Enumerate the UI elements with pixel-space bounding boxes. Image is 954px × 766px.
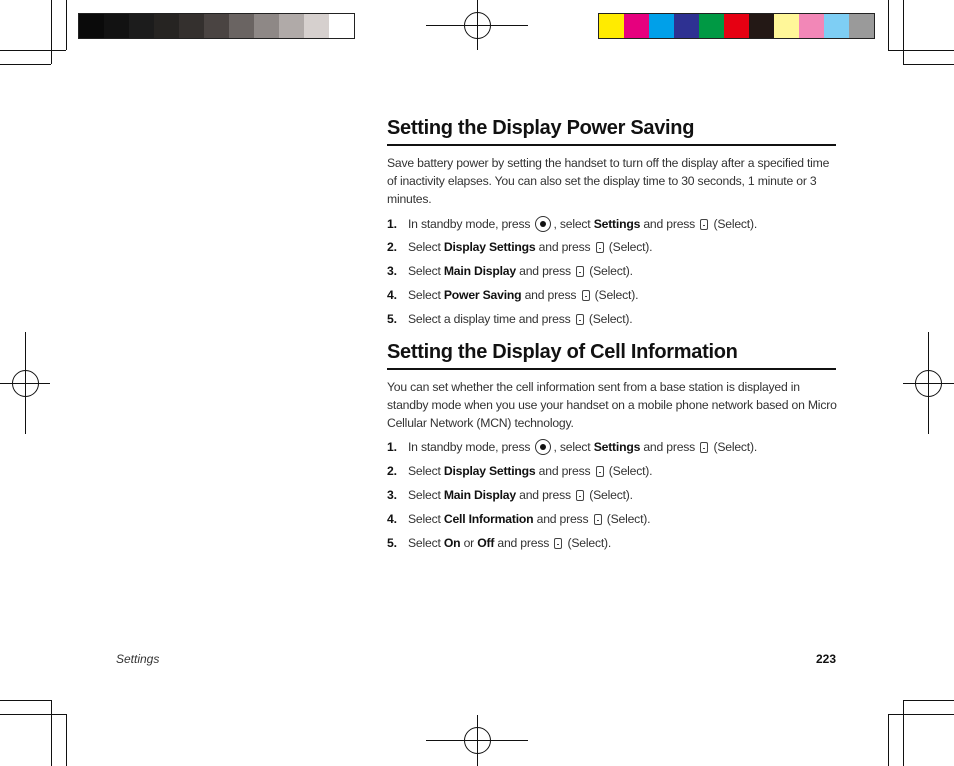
color-swatch xyxy=(624,14,649,38)
step-3: 3. Select Main Display and press (Select). xyxy=(387,264,633,278)
gray-swatch xyxy=(179,14,204,38)
section-intro-power-saving: Save battery power by setting the handset to turn off the display after a specified time of inactivity elapses. You can also set the display time to 30 seconds, 1 minute or 3 minutes. xyxy=(387,156,830,206)
footer-section-name: Settings xyxy=(116,652,160,666)
color-swatch xyxy=(749,14,774,38)
soft-key-icon xyxy=(700,219,708,230)
color-swatch xyxy=(799,14,824,38)
soft-key-icon xyxy=(596,242,604,253)
step-4: 4. Select Power Saving and press (Select). xyxy=(387,288,639,302)
center-key-icon xyxy=(535,216,551,232)
color-swatch xyxy=(699,14,724,38)
center-key-icon xyxy=(535,439,551,455)
step-3: 3. Select Main Display and press (Select). xyxy=(387,488,633,502)
step-1: 1. In standby mode, press , select Settings and press (Select). xyxy=(387,217,758,231)
step-5: 5. Select a display time and press (Select). xyxy=(387,312,633,326)
soft-key-icon xyxy=(554,538,562,549)
step-2: 2. Select Display Settings and press (Select). xyxy=(387,464,653,478)
soft-key-icon xyxy=(594,514,602,525)
gray-swatch xyxy=(229,14,254,38)
gray-swatch xyxy=(329,14,354,38)
gray-swatch xyxy=(254,14,279,38)
gray-swatch xyxy=(129,14,154,38)
gray-swatch xyxy=(304,14,329,38)
soft-key-icon xyxy=(576,314,584,325)
gray-swatch xyxy=(154,14,179,38)
gray-swatch xyxy=(204,14,229,38)
step-5: 5. Select On or Off and press (Select). xyxy=(387,536,612,550)
color-swatch xyxy=(824,14,849,38)
section-title-cell-information: Setting the Display of Cell Information xyxy=(387,341,836,370)
soft-key-icon xyxy=(582,290,590,301)
gray-swatch xyxy=(104,14,129,38)
step-4: 4. Select Cell Information and press (Select). xyxy=(387,512,651,526)
grayscale-color-bar xyxy=(78,13,355,39)
color-swatch xyxy=(774,14,799,38)
soft-key-icon xyxy=(700,442,708,453)
color-swatch xyxy=(599,14,624,38)
gray-swatch xyxy=(279,14,304,38)
color-swatch xyxy=(674,14,699,38)
process-color-bar xyxy=(598,13,875,39)
soft-key-icon xyxy=(576,490,584,501)
soft-key-icon xyxy=(596,466,604,477)
color-swatch xyxy=(649,14,674,38)
section-intro-cell-information: You can set whether the cell information sent from a base station is displayed in standby mode when you use your handset on a mobile phone network based on Micro Cellular Network (MCN) technology. xyxy=(387,380,837,430)
step-1: 1. In standby mode, press , select Settings and press (Select). xyxy=(387,440,758,454)
section-title-power-saving: Setting the Display Power Saving xyxy=(387,117,836,146)
soft-key-icon xyxy=(576,266,584,277)
color-swatch xyxy=(724,14,749,38)
gray-swatch xyxy=(79,14,104,38)
color-swatch xyxy=(849,14,874,38)
page-number: 223 xyxy=(815,652,836,666)
step-2: 2. Select Display Settings and press (Select). xyxy=(387,240,653,254)
